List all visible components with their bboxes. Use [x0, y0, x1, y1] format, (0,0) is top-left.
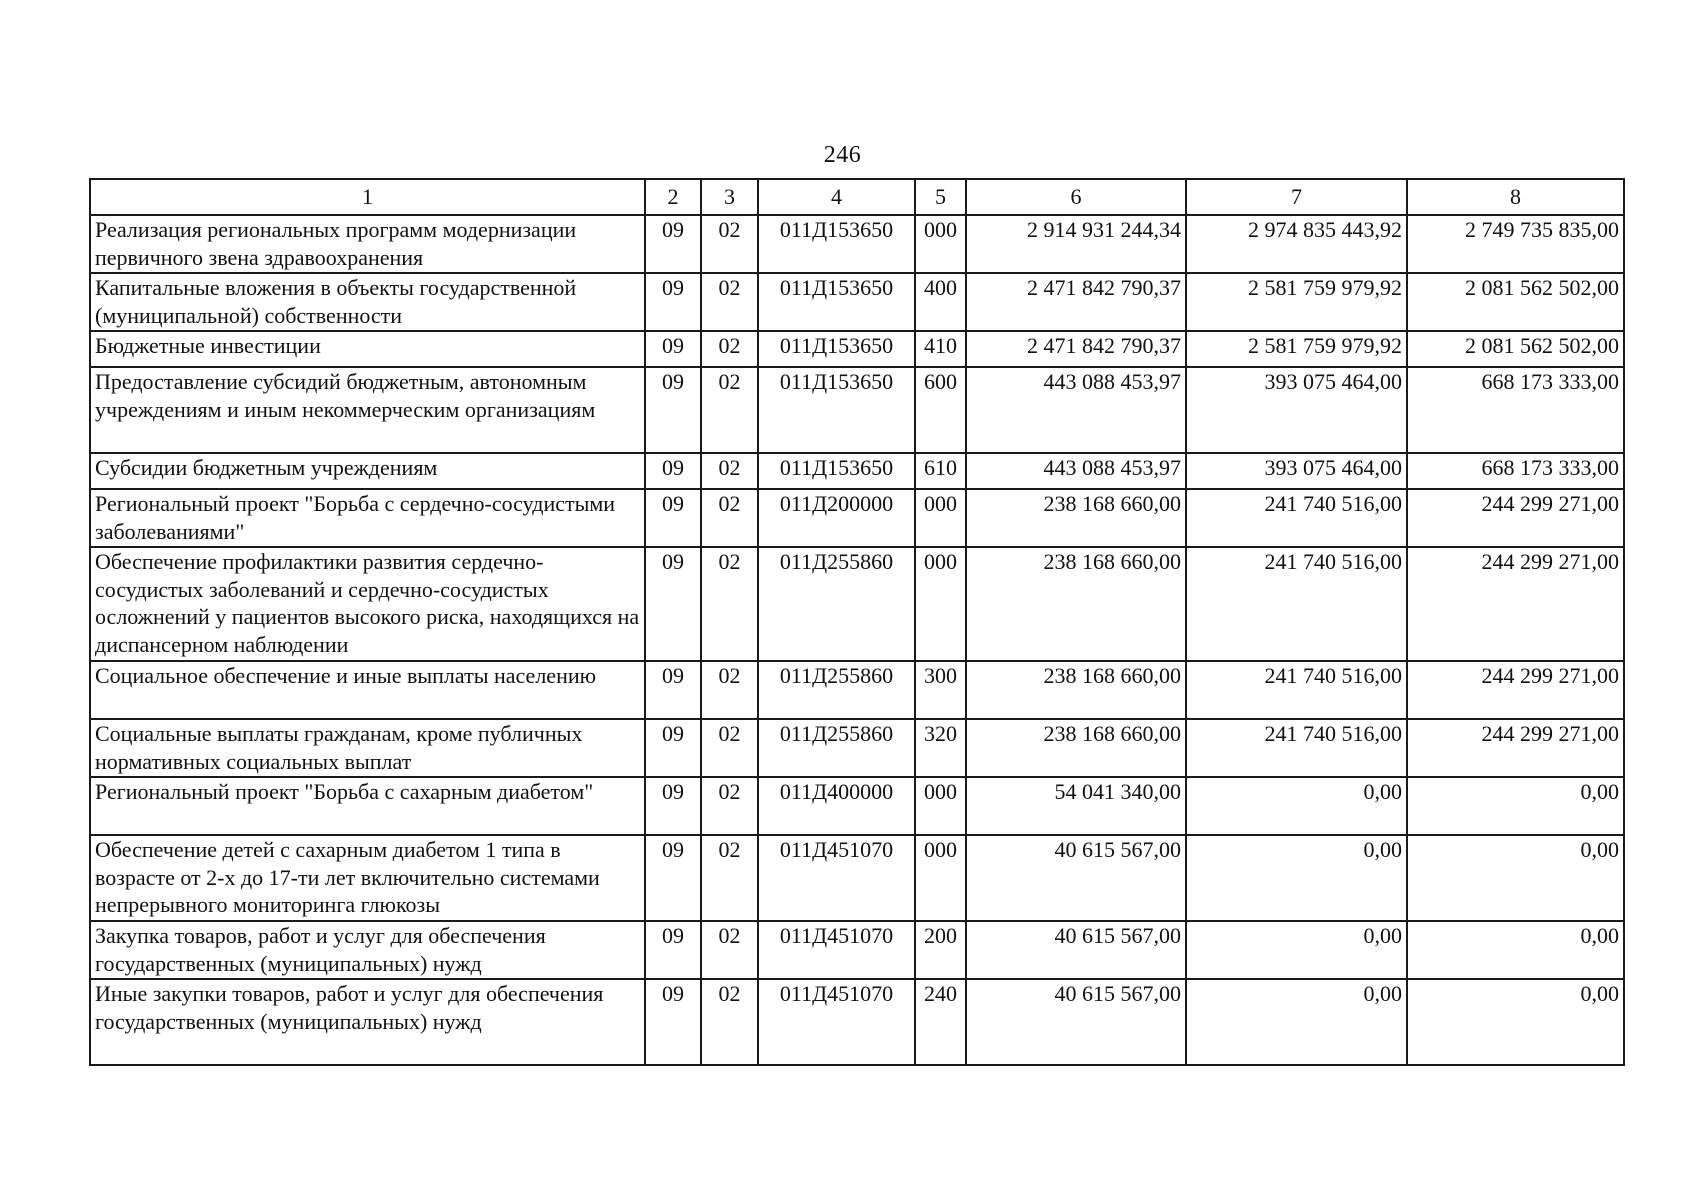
amount-cell-col7: 2 581 759 979,92	[1186, 273, 1407, 331]
expense-type-cell: 000	[915, 777, 966, 835]
section-code-cell: 09	[645, 661, 701, 719]
subsection-code-cell: 02	[701, 719, 758, 777]
amount-cell-col7: 241 740 516,00	[1186, 547, 1407, 661]
amount-cell-col8: 244 299 271,00	[1407, 547, 1624, 661]
table-row	[90, 547, 1624, 661]
expense-type-cell: 000	[915, 489, 966, 547]
target-article-cell: 011Д153650	[758, 215, 915, 273]
target-article-cell: 011Д451070	[758, 921, 915, 979]
target-article-cell: 011Д153650	[758, 331, 915, 367]
amount-cell-col6: 443 088 453,97	[966, 453, 1186, 489]
section-code-cell: 09	[645, 835, 701, 921]
amount-cell-col7: 241 740 516,00	[1186, 489, 1407, 547]
row-name-cell: Обеспечение детей с сахарным диабетом 1 типа в возрасте от 2-х до 17-ти лет включительно системами непрерывного мониторинга глюкозы	[90, 835, 645, 921]
expense-type-cell: 000	[915, 835, 966, 921]
section-code-cell: 09	[645, 921, 701, 979]
header-cell: 3	[701, 179, 758, 215]
row-name-cell: Предоставление субсидий бюджетным, автономным учреждениям и иным некоммерческим организациям	[90, 367, 645, 453]
amount-cell-col7: 241 740 516,00	[1186, 719, 1407, 777]
table-row	[90, 835, 1624, 921]
subsection-code-cell: 02	[701, 979, 758, 1065]
section-code-cell: 09	[645, 777, 701, 835]
table-row	[90, 453, 1624, 489]
amount-cell-col8: 0,00	[1407, 979, 1624, 1065]
target-article-cell: 011Д153650	[758, 453, 915, 489]
amount-cell-col8: 0,00	[1407, 835, 1624, 921]
header-cell: 7	[1186, 179, 1407, 215]
page-number: 246	[823, 142, 862, 168]
section-code-cell: 09	[645, 979, 701, 1065]
expense-type-cell: 320	[915, 719, 966, 777]
section-code-cell: 09	[645, 453, 701, 489]
table-row	[90, 215, 1624, 273]
amount-cell-col6: 238 168 660,00	[966, 661, 1186, 719]
amount-cell-col8: 668 173 333,00	[1407, 453, 1624, 489]
amount-cell-col6: 2 471 842 790,37	[966, 273, 1186, 331]
amount-cell-col8: 244 299 271,00	[1407, 661, 1624, 719]
amount-cell-col8: 2 749 735 835,00	[1407, 215, 1624, 273]
amount-cell-col8: 2 081 562 502,00	[1407, 273, 1624, 331]
row-name-cell: Капитальные вложения в объекты государственной (муниципальной) собственности	[90, 273, 645, 331]
header-cell: 1	[90, 179, 645, 215]
subsection-code-cell: 02	[701, 777, 758, 835]
expense-type-cell: 300	[915, 661, 966, 719]
amount-cell-col7: 241 740 516,00	[1186, 661, 1407, 719]
subsection-code-cell: 02	[701, 273, 758, 331]
header-cell: 2	[645, 179, 701, 215]
amount-cell-col7: 0,00	[1186, 921, 1407, 979]
row-name-cell: Обеспечение профилактики развития сердечно-сосудистых заболеваний и сердечно-сосудистых осложнений у пациентов высокого риска, находящихся на диспансерном наблюдении	[90, 547, 645, 661]
section-code-cell: 09	[645, 215, 701, 273]
subsection-code-cell: 02	[701, 547, 758, 661]
subsection-code-cell: 02	[701, 661, 758, 719]
amount-cell-col7: 0,00	[1186, 777, 1407, 835]
amount-cell-col6: 238 168 660,00	[966, 489, 1186, 547]
row-name-cell: Субсидии бюджетным учреждениям	[90, 453, 645, 489]
header-cell: 4	[758, 179, 915, 215]
subsection-code-cell: 02	[701, 835, 758, 921]
section-code-cell: 09	[645, 547, 701, 661]
section-code-cell: 09	[645, 273, 701, 331]
expense-type-cell: 200	[915, 921, 966, 979]
target-article-cell: 011Д255860	[758, 719, 915, 777]
target-article-cell: 011Д153650	[758, 273, 915, 331]
amount-cell-col6: 238 168 660,00	[966, 719, 1186, 777]
expense-type-cell: 410	[915, 331, 966, 367]
amount-cell-col8: 668 173 333,00	[1407, 367, 1624, 453]
subsection-code-cell: 02	[701, 215, 758, 273]
row-name-cell: Реализация региональных программ модернизации первичного звена здравоохранения	[90, 215, 645, 273]
table-row	[90, 719, 1624, 777]
subsection-code-cell: 02	[701, 331, 758, 367]
amount-cell-col6: 443 088 453,97	[966, 367, 1186, 453]
table-row	[90, 273, 1624, 331]
table-row	[90, 489, 1624, 547]
table-row	[90, 367, 1624, 453]
target-article-cell: 011Д400000	[758, 777, 915, 835]
amount-cell-col8: 0,00	[1407, 921, 1624, 979]
expense-type-cell: 000	[915, 547, 966, 661]
subsection-code-cell: 02	[701, 453, 758, 489]
amount-cell-col6: 2 914 931 244,34	[966, 215, 1186, 273]
expense-type-cell: 610	[915, 453, 966, 489]
amount-cell-col6: 40 615 567,00	[966, 921, 1186, 979]
table-row	[90, 777, 1624, 835]
row-name-cell: Иные закупки товаров, работ и услуг для обеспечения государственных (муниципальных) нужд	[90, 979, 645, 1065]
amount-cell-col7: 2 974 835 443,92	[1186, 215, 1407, 273]
target-article-cell: 011Д153650	[758, 367, 915, 453]
amount-cell-col8: 244 299 271,00	[1407, 719, 1624, 777]
amount-cell-col7: 2 581 759 979,92	[1186, 331, 1407, 367]
amount-cell-col6: 238 168 660,00	[966, 547, 1186, 661]
row-name-cell: Закупка товаров, работ и услуг для обеспечения государственных (муниципальных) нужд	[90, 921, 645, 979]
expense-type-cell: 240	[915, 979, 966, 1065]
target-article-cell: 011Д451070	[758, 835, 915, 921]
section-code-cell: 09	[645, 719, 701, 777]
row-name-cell: Социальные выплаты гражданам, кроме публичных нормативных социальных выплат	[90, 719, 645, 777]
section-code-cell: 09	[645, 489, 701, 547]
expense-type-cell: 400	[915, 273, 966, 331]
header-row	[90, 179, 1624, 215]
budget-table	[89, 178, 1625, 1066]
subsection-code-cell: 02	[701, 921, 758, 979]
section-code-cell: 09	[645, 367, 701, 453]
amount-cell-col7: 393 075 464,00	[1186, 453, 1407, 489]
table-row	[90, 331, 1624, 367]
amount-cell-col6: 40 615 567,00	[966, 979, 1186, 1065]
expense-type-cell: 000	[915, 215, 966, 273]
amount-cell-col6: 40 615 567,00	[966, 835, 1186, 921]
target-article-cell: 011Д255860	[758, 547, 915, 661]
row-name-cell: Региональный проект "Борьба с сахарным диабетом"	[90, 777, 645, 835]
header-cell: 5	[915, 179, 966, 215]
amount-cell-col7: 0,00	[1186, 835, 1407, 921]
row-name-cell: Социальное обеспечение и иные выплаты населению	[90, 661, 645, 719]
amount-cell-col8: 0,00	[1407, 777, 1624, 835]
amount-cell-col7: 393 075 464,00	[1186, 367, 1407, 453]
amount-cell-col7: 0,00	[1186, 979, 1407, 1065]
table-row	[90, 979, 1624, 1065]
subsection-code-cell: 02	[701, 489, 758, 547]
row-name-cell: Региональный проект "Борьба с сердечно-сосудистыми заболеваниями"	[90, 489, 645, 547]
amount-cell-col6: 54 041 340,00	[966, 777, 1186, 835]
header-cell: 6	[966, 179, 1186, 215]
target-article-cell: 011Д255860	[758, 661, 915, 719]
row-name-cell: Бюджетные инвестиции	[90, 331, 645, 367]
expense-type-cell: 600	[915, 367, 966, 453]
target-article-cell: 011Д451070	[758, 979, 915, 1065]
amount-cell-col6: 2 471 842 790,37	[966, 331, 1186, 367]
subsection-code-cell: 02	[701, 367, 758, 453]
header-cell: 8	[1407, 179, 1624, 215]
amount-cell-col8: 244 299 271,00	[1407, 489, 1624, 547]
target-article-cell: 011Д200000	[758, 489, 915, 547]
table-row	[90, 661, 1624, 719]
table-row	[90, 921, 1624, 979]
amount-cell-col8: 2 081 562 502,00	[1407, 331, 1624, 367]
section-code-cell: 09	[645, 331, 701, 367]
